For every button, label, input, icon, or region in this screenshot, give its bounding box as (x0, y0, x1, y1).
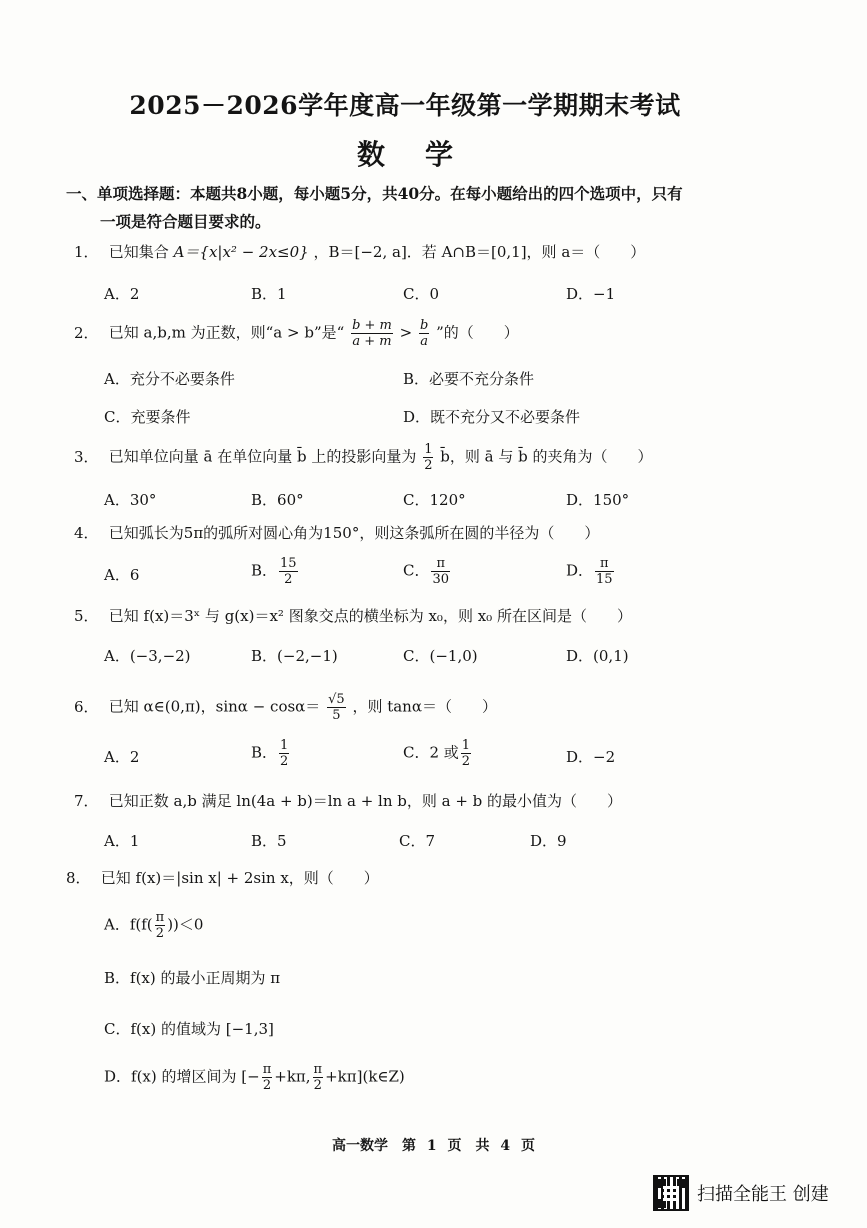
option-c: C．7 (399, 832, 436, 850)
fraction (327, 692, 346, 723)
fraction (155, 910, 166, 941)
question-number: 1． (74, 243, 99, 261)
question-3 (74, 442, 774, 473)
question-number: 7． (74, 792, 99, 810)
option-b: B．5 (251, 832, 287, 850)
question-stem: 已知单位向量 ā 在单位向量 b̄ 上的投影向量为 (108, 447, 417, 466)
fraction (351, 318, 393, 349)
denominator: a (420, 334, 429, 349)
option-b: B．必要不充分条件 (403, 370, 535, 388)
question-stem: 已知 a,b,m 为正数，则“a > b”是“ (108, 323, 345, 342)
option-label: B． (251, 561, 278, 580)
option-c: C．f(x) 的值域为 [−1,3] (104, 1020, 274, 1038)
numerator: 1 (461, 738, 471, 753)
question-7 (74, 789, 774, 813)
option-b (251, 556, 300, 587)
question-number: 3． (74, 447, 99, 466)
option-text: A．f(f( (104, 915, 153, 934)
fraction (595, 556, 614, 587)
question-4 (74, 521, 774, 545)
question-stem: ，B＝[−2, a]．若 A∩B＝[0,1]，则 a＝（ ） (313, 243, 646, 261)
question-number: 6． (74, 697, 99, 716)
denominator: 2 (280, 754, 289, 769)
numerator: b (420, 318, 429, 333)
question-number: 4． (74, 524, 99, 542)
question-2 (74, 318, 774, 349)
numerator: π (595, 556, 614, 572)
denominator: 2 (313, 1078, 322, 1093)
option-label: D． (566, 561, 594, 580)
section-line-2: 一项是符合题目要求的。 (100, 212, 271, 231)
fraction (423, 442, 433, 473)
denominator: 2 (424, 458, 433, 473)
fraction (419, 318, 429, 349)
option-a: A．6 (104, 566, 140, 584)
page-footer: 高一数学 第 1 页 共 4 页 (332, 1138, 535, 1154)
option-c: C．充要条件 (104, 408, 191, 426)
option-text: D．f(x) 的增区间为 [− (104, 1067, 260, 1086)
option-a: A．(−3,−2) (104, 647, 191, 665)
question-stem: 已知正数 a,b 满足 ln(4a + b)＝ln a + ln b，则 a + b 的最小值为（ ） (108, 792, 623, 810)
numerator: π (155, 910, 165, 925)
fraction (313, 1062, 324, 1093)
question-5 (74, 604, 774, 628)
option-b: B．1 (251, 285, 287, 303)
denominator: 2 (284, 572, 293, 587)
numerator: 1 (424, 442, 433, 457)
option-d: D．−2 (566, 748, 616, 766)
scanner-watermark (653, 1173, 829, 1213)
option-d: D．(0,1) (566, 647, 629, 665)
denominator: 5 (332, 708, 341, 723)
fraction (431, 556, 450, 587)
question-8 (66, 866, 766, 890)
option-a: A．2 (104, 748, 140, 766)
option-text: ))＜0 (167, 915, 204, 934)
question-6 (74, 692, 774, 723)
option-label: C．2 或 (403, 743, 459, 762)
question-number: 2． (74, 323, 99, 342)
option-text: +kπ, (274, 1067, 311, 1086)
option-text: +kπ](k∈Z) (325, 1067, 405, 1086)
numerator: π (431, 556, 450, 572)
option-d: D．9 (530, 832, 567, 850)
numerator: 1 (280, 738, 289, 753)
question-stem: ”的（ ） (436, 323, 519, 342)
denominator: a + m (352, 334, 392, 349)
numerator: √5 (328, 692, 345, 707)
fraction (279, 556, 298, 587)
option-a: A．30° (104, 491, 157, 509)
option-c: C．(−1,0) (403, 647, 478, 665)
option-c (403, 738, 473, 769)
option-a: A．1 (104, 832, 140, 850)
question-stem: 已知弧长为5π的弧所对圆心角为150°，则这条弧所在圆的半径为（ ） (108, 524, 600, 542)
question-stem: 已知 f(x)＝3ˣ 与 g(x)＝x² 图象交点的横坐标为 x₀，则 x₀ 所在区间是（ ） (108, 607, 632, 625)
subject-title: 数学 (356, 138, 493, 171)
option-b (251, 738, 291, 769)
option-label: B． (251, 743, 278, 762)
fraction (279, 738, 289, 769)
option-d: D．150° (566, 491, 630, 509)
option-c: C．120° (403, 491, 466, 509)
question-number: 5． (74, 607, 99, 625)
question-stem: 已知集合 (108, 243, 169, 261)
fraction (262, 1062, 273, 1093)
numerator: 15 (280, 556, 297, 571)
option-c (403, 556, 452, 587)
section-line-1: 一、单项选择题：本题共8小题，每小题5分，共40分。在每小题给出的四个选项中，只有 (66, 184, 683, 203)
operator: > (399, 323, 417, 342)
question-stem: 已知 f(x)＝|sin x| + 2sin x，则（ ） (100, 869, 379, 887)
option-d: D．既不充分又不必要条件 (403, 408, 581, 426)
option-d (104, 1062, 405, 1093)
exam-title: 2025－2026学年度高一年级第一学期期末考试 (129, 91, 681, 120)
question-stem: 已知 α∈(0,π)，sinα − cosα＝ (108, 697, 321, 716)
question-math: A＝{x|x² − 2x≤0} (173, 243, 309, 261)
option-b: B．(−2,−1) (251, 647, 338, 665)
option-d (566, 556, 616, 587)
numerator: π (313, 1062, 323, 1077)
numerator: π (262, 1062, 272, 1077)
fraction (461, 738, 471, 769)
numerator: b + m (352, 318, 392, 333)
denominator: 2 (262, 1078, 272, 1093)
option-d: D．−1 (566, 285, 616, 303)
question-1 (74, 240, 774, 264)
denominator: 2 (155, 926, 165, 941)
option-b: B．f(x) 的最小正周期为 π (104, 969, 281, 987)
option-a: A．2 (104, 285, 140, 303)
option-b: B．60° (251, 491, 304, 509)
denominator: 2 (461, 754, 471, 769)
option-label: C． (403, 561, 430, 580)
question-number: 8． (66, 869, 91, 887)
watermark-text: 扫描全能王 创建 (697, 1184, 829, 1205)
option-a: A．充分不必要条件 (104, 370, 235, 388)
option-a (104, 910, 203, 941)
question-stem: b̄，则 ā 与 b̄ 的夹角为（ ） (440, 447, 653, 466)
qr-code-icon (653, 1175, 689, 1211)
denominator: 15 (596, 572, 613, 587)
question-stem: ，则 tanα＝（ ） (352, 697, 497, 716)
denominator: 30 (432, 572, 450, 587)
section-instructions (66, 180, 766, 236)
option-c: C．0 (403, 285, 440, 303)
